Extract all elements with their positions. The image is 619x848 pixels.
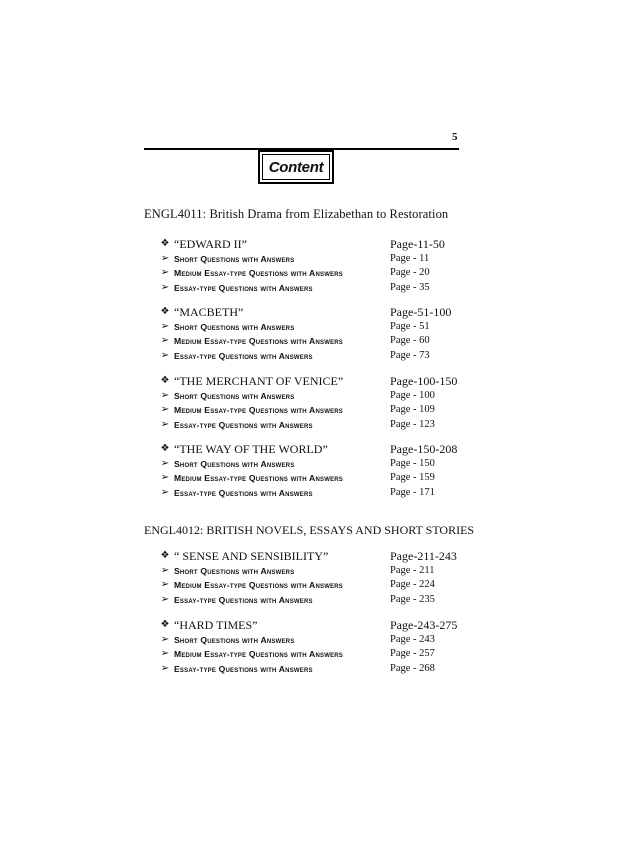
toc-item-row[interactable] [158, 418, 458, 433]
arrowhead-bullet-icon: ➢ [160, 472, 170, 483]
toc-title-row[interactable] [158, 549, 458, 564]
content-title-box [258, 150, 334, 184]
toc-title-row[interactable] [158, 618, 458, 633]
arrowhead-bullet-icon: ➢ [160, 648, 170, 659]
four-petal-diamond-icon: ❖ [160, 375, 170, 386]
toc-title: “EDWARD II” [174, 237, 247, 251]
toc-item-page: Page - 73 [390, 349, 430, 361]
toc-item-page: Page - 150 [390, 457, 435, 469]
toc-item-page: Page - 268 [390, 662, 435, 674]
toc-item-row[interactable] [158, 662, 458, 677]
toc-item-label: Essay-type Questions with Answers [174, 282, 313, 293]
arrowhead-bullet-icon: ➢ [160, 633, 170, 645]
toc-item-row[interactable] [158, 349, 458, 364]
toc-item-label: Short Questions with Answers [174, 321, 295, 332]
arrowhead-bullet-icon: ➢ [160, 579, 170, 590]
toc-item-page: Page - 224 [390, 579, 435, 590]
toc-item-label: Medium Essay-type Questions with Answers [174, 268, 344, 278]
toc-item-page: Page - 109 [390, 404, 435, 415]
arrowhead-bullet-icon: ➢ [160, 593, 170, 605]
toc-item-page: Page - 100 [390, 389, 435, 401]
arrowhead-bullet-icon: ➢ [160, 662, 170, 674]
toc-title: “ SENSE AND SENSIBILITY” [174, 549, 329, 563]
toc-item-row[interactable] [158, 252, 458, 267]
toc-item-row[interactable] [158, 471, 458, 486]
arrowhead-bullet-icon: ➢ [160, 457, 170, 469]
four-petal-diamond-icon: ❖ [160, 619, 170, 630]
toc-item-label: Essay-type Questions with Answers [174, 487, 313, 498]
toc-item-row[interactable] [158, 281, 458, 296]
toc-page-range: Page-211-243 [390, 549, 457, 563]
arrowhead-bullet-icon: ➢ [160, 320, 170, 332]
section-heading: ENGL4012: BRITISH NOVELS, ESSAYS AND SHORT STORIES [144, 523, 475, 537]
toc-item-label: Essay-type Questions with Answers [174, 663, 313, 674]
toc-item-row[interactable] [158, 266, 458, 281]
toc-group [158, 237, 458, 295]
four-petal-diamond-icon: ❖ [160, 550, 170, 561]
toc-title-row[interactable] [158, 305, 458, 320]
toc-group [158, 618, 458, 676]
toc-page-range: Page-150-208 [390, 442, 458, 456]
toc-page-range: Page-243-275 [390, 618, 458, 632]
toc-item-label: Essay-type Questions with Answers [174, 350, 313, 361]
toc-item-row[interactable] [158, 578, 458, 593]
toc-item-page: Page - 159 [390, 472, 435, 483]
toc-item-row[interactable] [158, 486, 458, 501]
toc-item-label: Short Questions with Answers [174, 634, 295, 645]
arrowhead-bullet-icon: ➢ [160, 281, 170, 293]
arrowhead-bullet-icon: ➢ [160, 404, 170, 415]
toc-page-range: Page-100-150 [390, 374, 458, 388]
toc-group [158, 442, 458, 500]
toc-item-page: Page - 235 [390, 593, 435, 605]
toc-item-page: Page - 60 [390, 335, 430, 346]
toc-item-row[interactable] [158, 334, 458, 349]
toc-item-page: Page - 171 [390, 486, 435, 498]
toc-item-label: Short Questions with Answers [174, 390, 295, 401]
toc-item-row[interactable] [158, 389, 458, 404]
four-petal-diamond-icon: ❖ [160, 443, 170, 454]
toc-item-page: Page - 123 [390, 418, 435, 430]
toc-item-label: Medium Essay-type Questions with Answers [174, 649, 344, 659]
arrowhead-bullet-icon: ➢ [160, 486, 170, 498]
arrowhead-bullet-icon: ➢ [160, 418, 170, 430]
section-heading: ENGL4011: British Drama from Elizabethan to Restoration [144, 207, 449, 221]
toc-item-page: Page - 11 [390, 252, 430, 264]
arrowhead-bullet-icon: ➢ [160, 335, 170, 346]
toc-item-row[interactable] [158, 593, 458, 608]
arrowhead-bullet-icon: ➢ [160, 252, 170, 264]
toc-item-label: Medium Essay-type Questions with Answers [174, 580, 344, 590]
toc-title: “HARD TIMES” [174, 618, 258, 632]
toc-title-row[interactable] [158, 442, 458, 457]
toc-item-label: Short Questions with Answers [174, 565, 295, 576]
page-number: 5 [452, 131, 458, 143]
toc-item-row[interactable] [158, 633, 458, 648]
toc-group [158, 305, 458, 363]
arrowhead-bullet-icon: ➢ [160, 564, 170, 576]
toc-item-page: Page - 20 [390, 267, 430, 278]
toc-title-row[interactable] [158, 237, 458, 252]
toc-item-page: Page - 35 [390, 281, 430, 293]
toc-item-label: Essay-type Questions with Answers [174, 419, 313, 430]
toc-item-page: Page - 51 [390, 320, 430, 332]
toc-item-row[interactable] [158, 320, 458, 335]
toc-item-row[interactable] [158, 647, 458, 662]
toc-group [158, 374, 458, 432]
arrowhead-bullet-icon: ➢ [160, 267, 170, 278]
toc-title-row[interactable] [158, 374, 458, 389]
toc-item-page: Page - 211 [390, 564, 435, 576]
four-petal-diamond-icon: ❖ [160, 238, 170, 249]
four-petal-diamond-icon: ❖ [160, 306, 170, 317]
toc-item-page: Page - 257 [390, 648, 435, 659]
arrowhead-bullet-icon: ➢ [160, 389, 170, 401]
toc-item-label: Medium Essay-type Questions with Answers [174, 336, 344, 346]
toc-group [158, 549, 458, 607]
toc-item-row[interactable] [158, 564, 458, 579]
toc-item-page: Page - 243 [390, 633, 435, 645]
content-title: Content [262, 154, 330, 180]
toc-item-row[interactable] [158, 457, 458, 472]
toc-item-label: Essay-type Questions with Answers [174, 594, 313, 605]
arrowhead-bullet-icon: ➢ [160, 349, 170, 361]
toc-item-row[interactable] [158, 403, 458, 418]
toc-title: “MACBETH” [174, 305, 244, 319]
toc-page-range: Page-11-50 [390, 237, 445, 251]
toc-title: “THE MERCHANT OF VENICE” [174, 374, 344, 388]
toc-page-range: Page-51-100 [390, 305, 452, 319]
toc-title: “THE WAY OF THE WORLD” [174, 442, 328, 456]
toc-item-label: Short Questions with Answers [174, 253, 295, 264]
toc-item-label: Short Questions with Answers [174, 458, 295, 469]
toc-item-label: Medium Essay-type Questions with Answers [174, 405, 344, 415]
toc-item-label: Medium Essay-type Questions with Answers [174, 473, 344, 483]
